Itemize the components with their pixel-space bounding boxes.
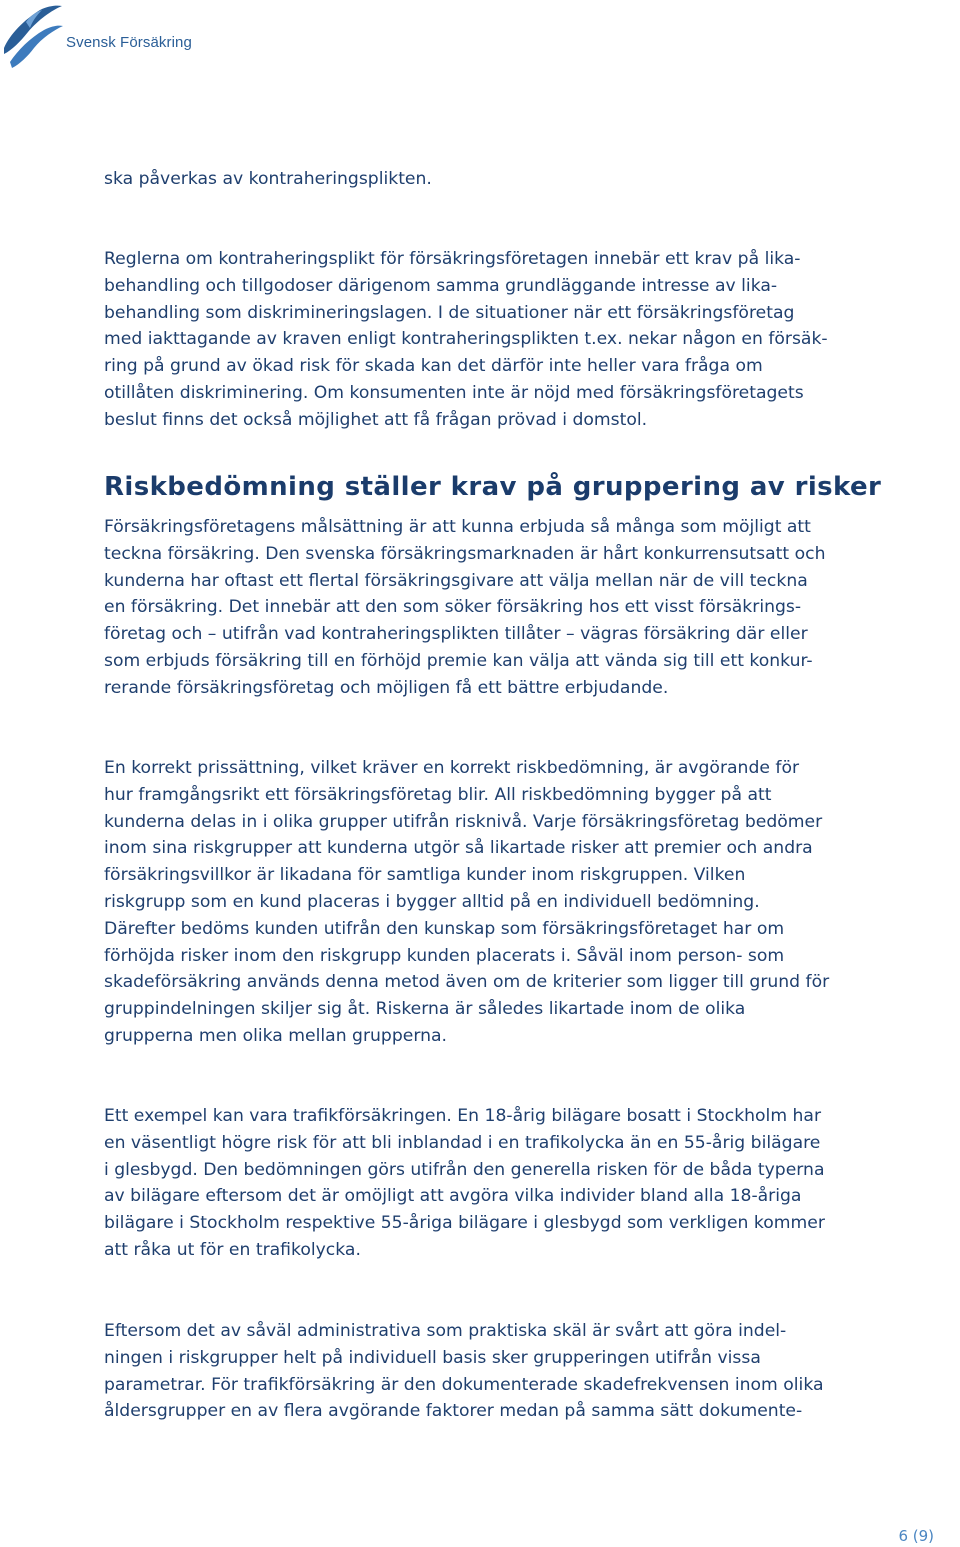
text-line: med iakttagande av kraven enligt kontraheringsplikten t.ex. nekar någon en försäk- (104, 329, 828, 350)
text-line: ningen i riskgrupper helt på individuell basis sker grupperingen utifrån vissa (104, 1347, 761, 1368)
paragraph-4 (104, 755, 960, 1050)
text-line: en försäkring. Det innebär att den som söker försäkring hos ett visst försäkrings- (104, 597, 802, 618)
text-line: grupperna men olika mellan grupperna. (104, 1025, 447, 1046)
text-line: av bilägare eftersom det är omöjligt att avgöra vilka individer bland alla 18-åriga (104, 1186, 802, 1207)
section-heading: Riskbedömning ställer krav på gruppering av risker (104, 472, 882, 502)
text-line: rerande försäkringsföretag och möjligen få ett bättre erbjudande. (104, 677, 669, 698)
text-line: i glesbygd. Den bedömningen görs utifrån den generella risken för de båda typerna (104, 1159, 825, 1180)
text-line: riskgrupp som en kund placeras i bygger alltid på en individuell bedömning. (104, 891, 760, 912)
text-line: kunderna delas in i olika grupper utifrån risknivå. Varje försäkringsföretag bedömer (104, 811, 823, 832)
text-line: beslut finns det också möjlighet att få frågan prövad i domstol. (104, 409, 648, 430)
text-line: inom sina riskgrupper att kunderna utgör så likartade risker att premier och andra (104, 838, 813, 859)
text-line: En korrekt prissättning, vilket kräver en korrekt riskbedömning, är avgörande för (104, 758, 800, 778)
text-line: hur framgångsrikt ett försäkringsföretag blir. All riskbedömning bygger på att (104, 784, 772, 805)
text-line: behandling som diskrimineringslagen. I de situationer när ett försäkringsföretag (104, 302, 795, 323)
logo-text: Svensk Försäkring (66, 34, 192, 51)
company-logo (0, 0, 200, 80)
text-line: Därefter bedöms kunden utifrån den kunskap som försäkringsföretaget har om (104, 918, 785, 939)
text-line: försäkringsvillkor är likadana för samtliga kunder inom riskgruppen. Vilken (104, 865, 746, 886)
text-line: åldersgrupper en av flera avgörande faktorer medan på samma sätt dokumente- (104, 1401, 803, 1422)
text-line: som erbjuds försäkring till en förhöjd premie kan välja att vända sig till ett konkur- (104, 650, 813, 671)
paragraph-2 (104, 246, 960, 434)
text-line: Reglerna om kontraheringsplikt för försäkringsföretagen innebär ett krav på lika- (104, 249, 801, 269)
paragraph-3 (104, 514, 960, 702)
text-line: Försäkringsföretagens målsättning är att kunna erbjuda så många som möjligt att (104, 517, 811, 537)
text-line: gruppindelningen skiljer sig åt. Riskerna är således likartade inom de olika (104, 999, 746, 1020)
text-line: företag och – utifrån vad kontraheringsplikten tillåter – vägras försäkring där eller (104, 624, 808, 645)
paragraph-5 (104, 1103, 960, 1264)
text-line: en väsentligt högre risk för att bli inblandad i en trafikolycka än en 55-årig bilägare (104, 1132, 821, 1153)
text-line: Ett exempel kan vara trafikförsäkringen. En 18-årig bilägare bosatt i Stockholm har (104, 1106, 822, 1126)
swoosh-logo-icon (0, 2, 66, 72)
page-number: 6 (9) (898, 1527, 934, 1545)
text-line: att råka ut för en trafikolycka. (104, 1239, 361, 1260)
text-line: teckna försäkring. Den svenska försäkringsmarknaden är hårt konkurrensutsatt och (104, 543, 826, 564)
text-line: förhöjda risker inom den riskgrupp kunden placerats i. Såväl inom person- som (104, 945, 785, 966)
text-line: bilägare i Stockholm respektive 55-åriga bilägare i glesbygd som verkligen kommer (104, 1213, 825, 1234)
text-line: parametrar. För trafikförsäkring är den dokumenterade skadefrekvensen inom olika (104, 1374, 824, 1395)
paragraph-6 (104, 1318, 960, 1425)
text-line: kunderna har oftast ett flertal försäkringsgivare att välja mellan när de vill teckna (104, 570, 808, 591)
text-line: otillåten diskriminering. Om konsumenten inte är nöjd med försäkringsföretagets (104, 382, 804, 403)
text-line: behandling och tillgodoser därigenom samma grundläggande intresse av lika- (104, 275, 778, 296)
text-line: Eftersom det av såväl administrativa som praktiska skäl är svårt att göra indel- (104, 1321, 787, 1341)
paragraph-1 (104, 166, 960, 193)
text-line: ring på grund av ökad risk för skada kan det därför inte heller vara fråga om (104, 356, 763, 377)
text-line: ska påverkas av kontraheringsplikten. (104, 169, 432, 189)
text-line: skadeförsäkring används denna metod även om de kriterier som ligger till grund för (104, 972, 830, 993)
